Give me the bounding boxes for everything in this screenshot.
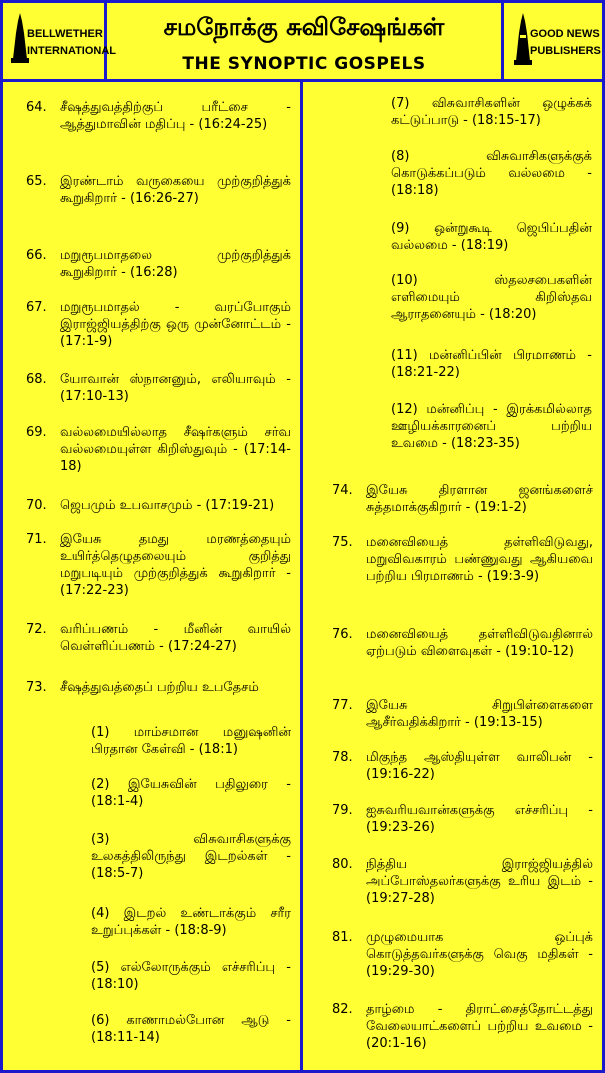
item-text: மிகுந்த ஆஸ்தியுள்ள வாலிபன் - (19:16-22) bbox=[366, 750, 593, 782]
sub-item-text: (12) மன்னிப்பு - இரக்கமில்லாத ஊழியக்காரனைப் பற்றிய உவமை - (18:23-35) bbox=[391, 402, 592, 451]
sub-item-text: (4) இடறல் உண்டாக்கும் சரீர உறுப்புக்கள் - (18:8-9) bbox=[91, 906, 291, 938]
item-number: 74. bbox=[332, 483, 353, 498]
item-text: முழுமையாக ஒப்புக் கொடுத்தவர்களுக்கு வெகு மதிகள் - (19:29-30) bbox=[366, 930, 593, 979]
item-text: வல்லமையில்லாத சீஷர்களும் சர்வ வல்லமையுள்ள கிறிஸ்துவும் - (17:14-18) bbox=[60, 425, 291, 474]
sub-item-text: (2) இயேசுவின் பதிலுரை - (18:1-4) bbox=[91, 777, 291, 809]
sub-item-text: (6) காணாமல்போன ஆடு - (18:11-14) bbox=[91, 1013, 291, 1045]
good-news-logo bbox=[501, 3, 602, 79]
sub-item-text: (11) மன்னிப்பின் பிரமாணம் - (18:21-22) bbox=[391, 348, 592, 380]
sub-item-text: (10) ஸ்தலசபைகளின் எளிமையும் கிறிஸ்தவ ஆராதனையும் - (18:20) bbox=[391, 273, 592, 322]
item-text: தாழ்மை - திராட்சைத்தோட்டத்து வேலையாட்களைப் பற்றிய உவமை - (20:1-16) bbox=[366, 1002, 593, 1051]
item-number: 70. bbox=[26, 498, 47, 513]
item-text: மறுரூபமாதல் - வரப்போகும் இராஜ்ஜியத்திற்கு ஒரு முன்னோட்டம் - (17:1-9) bbox=[60, 300, 291, 349]
item-number: 71. bbox=[26, 532, 47, 547]
item-number: 68. bbox=[26, 372, 47, 387]
title-box bbox=[107, 3, 501, 79]
item-number: 79. bbox=[332, 803, 353, 818]
item-text: இயேசு தமது மரணத்தையும் உயிர்த்தெழுதலையும் குறித்து மறுபடியும் முற்குறித்துக் கூறுகிறார் - (17:22-23) bbox=[60, 532, 291, 598]
item-number: 81. bbox=[332, 930, 353, 945]
item-text: மனைவியைத் தள்ளிவிடுவது, மறுவிவகாரம் பண்ணுவது ஆகியவை பற்றிய பிரமாணம் - (19:3-9) bbox=[366, 535, 593, 584]
logo-left-line2: INTERNATIONAL bbox=[27, 45, 117, 57]
item-text: ஐசுவரியவான்களுக்கு எச்சரிப்பு - (19:23-26) bbox=[366, 803, 593, 835]
bellwether-logo bbox=[3, 3, 117, 79]
page-title-tamil: சமநோக்கு சுவிசேஷங்கள் bbox=[163, 13, 445, 41]
item-number: 73. bbox=[26, 680, 47, 695]
sub-item-text: (9) ஒன்றுகூடி ஜெபிப்பதின் வல்லமை - (18:19) bbox=[391, 221, 592, 253]
item-text: யோவான் ஸ்நானனும், எலியாவும் - (17:10-13) bbox=[60, 372, 291, 404]
item-text: ஜெபமும் உபவாசமும் - (17:19-21) bbox=[60, 498, 275, 513]
sub-item-text: (5) எல்லோருக்கும் எச்சரிப்பு - (18:10) bbox=[91, 960, 291, 992]
item-number: 66. bbox=[26, 248, 47, 263]
logo-right-line2: PUBLISHERS bbox=[530, 45, 601, 57]
item-number: 67. bbox=[26, 300, 47, 315]
sub-item-text: (3) விசுவாசிகளுக்கு உலகத்திலிருந்து இடறல்கள் - (18:5-7) bbox=[91, 832, 291, 881]
item-number: 80. bbox=[332, 857, 353, 872]
header bbox=[3, 3, 602, 82]
logo-left-line1: BELLWETHER bbox=[27, 28, 103, 40]
item-number: 78. bbox=[332, 750, 353, 765]
item-number: 77. bbox=[332, 698, 353, 713]
item-text: இயேசு திரளான ஜனங்களைச் சுத்தமாக்குகிறார் - (19:1-2) bbox=[366, 483, 593, 515]
item-number: 75. bbox=[332, 535, 353, 550]
item-number: 69. bbox=[26, 425, 47, 440]
sub-item-text: (7) விசுவாசிகளின் ஒழுக்கக் கட்டுப்பாடு - (18:15-17) bbox=[391, 96, 592, 128]
item-number: 76. bbox=[332, 627, 353, 642]
item-text: மறுரூபமாதலை முற்குறித்துக் கூறுகிறார் - (16:28) bbox=[60, 248, 291, 280]
item-text: சீஷத்துவத்திற்குப் பரீட்சை - ஆத்துமாவின் மதிப்பு - (16:24-25) bbox=[60, 100, 291, 132]
page-title-english: THE SYNOPTIC GOSPELS bbox=[182, 54, 426, 74]
logo-right-line1: GOOD NEWS bbox=[530, 28, 600, 40]
item-text: இயேசு சிறுபிள்ளைகளை ஆசீர்வதிக்கிறார் - (19:13-15) bbox=[366, 698, 593, 730]
sub-item-text: (1) மாம்சமான மனுஷனின் பிரதான கேள்வி - (18:1) bbox=[91, 725, 291, 757]
sub-item-text: (8) விசுவாசிகளுக்குக் கொடுக்கப்படும் வல்லமை - (18:18) bbox=[391, 149, 592, 198]
column-divider bbox=[300, 79, 303, 1073]
item-number: 64. bbox=[26, 100, 47, 115]
item-text: இரண்டாம் வருகையை முற்குறித்துக் கூறுகிறார் - (16:26-27) bbox=[60, 174, 291, 206]
item-text: நித்திய இராஜ்ஜியத்தில் அப்போஸ்தலர்களுக்கு உரிய இடம் - (19:27-28) bbox=[366, 857, 593, 906]
item-text: மனைவியைத் தள்ளிவிடுவதினால் ஏற்படும் விளைவுகள் - (19:10-12) bbox=[366, 627, 593, 659]
item-number: 65. bbox=[26, 174, 47, 189]
item-text: வரிப்பணம் - மீனின் வாயில் வெள்ளிப்பணம் - (17:24-27) bbox=[60, 622, 291, 654]
item-text: சீஷத்துவத்தைப் பற்றிய உபதேசம் bbox=[60, 680, 259, 695]
item-number: 72. bbox=[26, 622, 47, 637]
item-number: 82. bbox=[332, 1002, 353, 1017]
